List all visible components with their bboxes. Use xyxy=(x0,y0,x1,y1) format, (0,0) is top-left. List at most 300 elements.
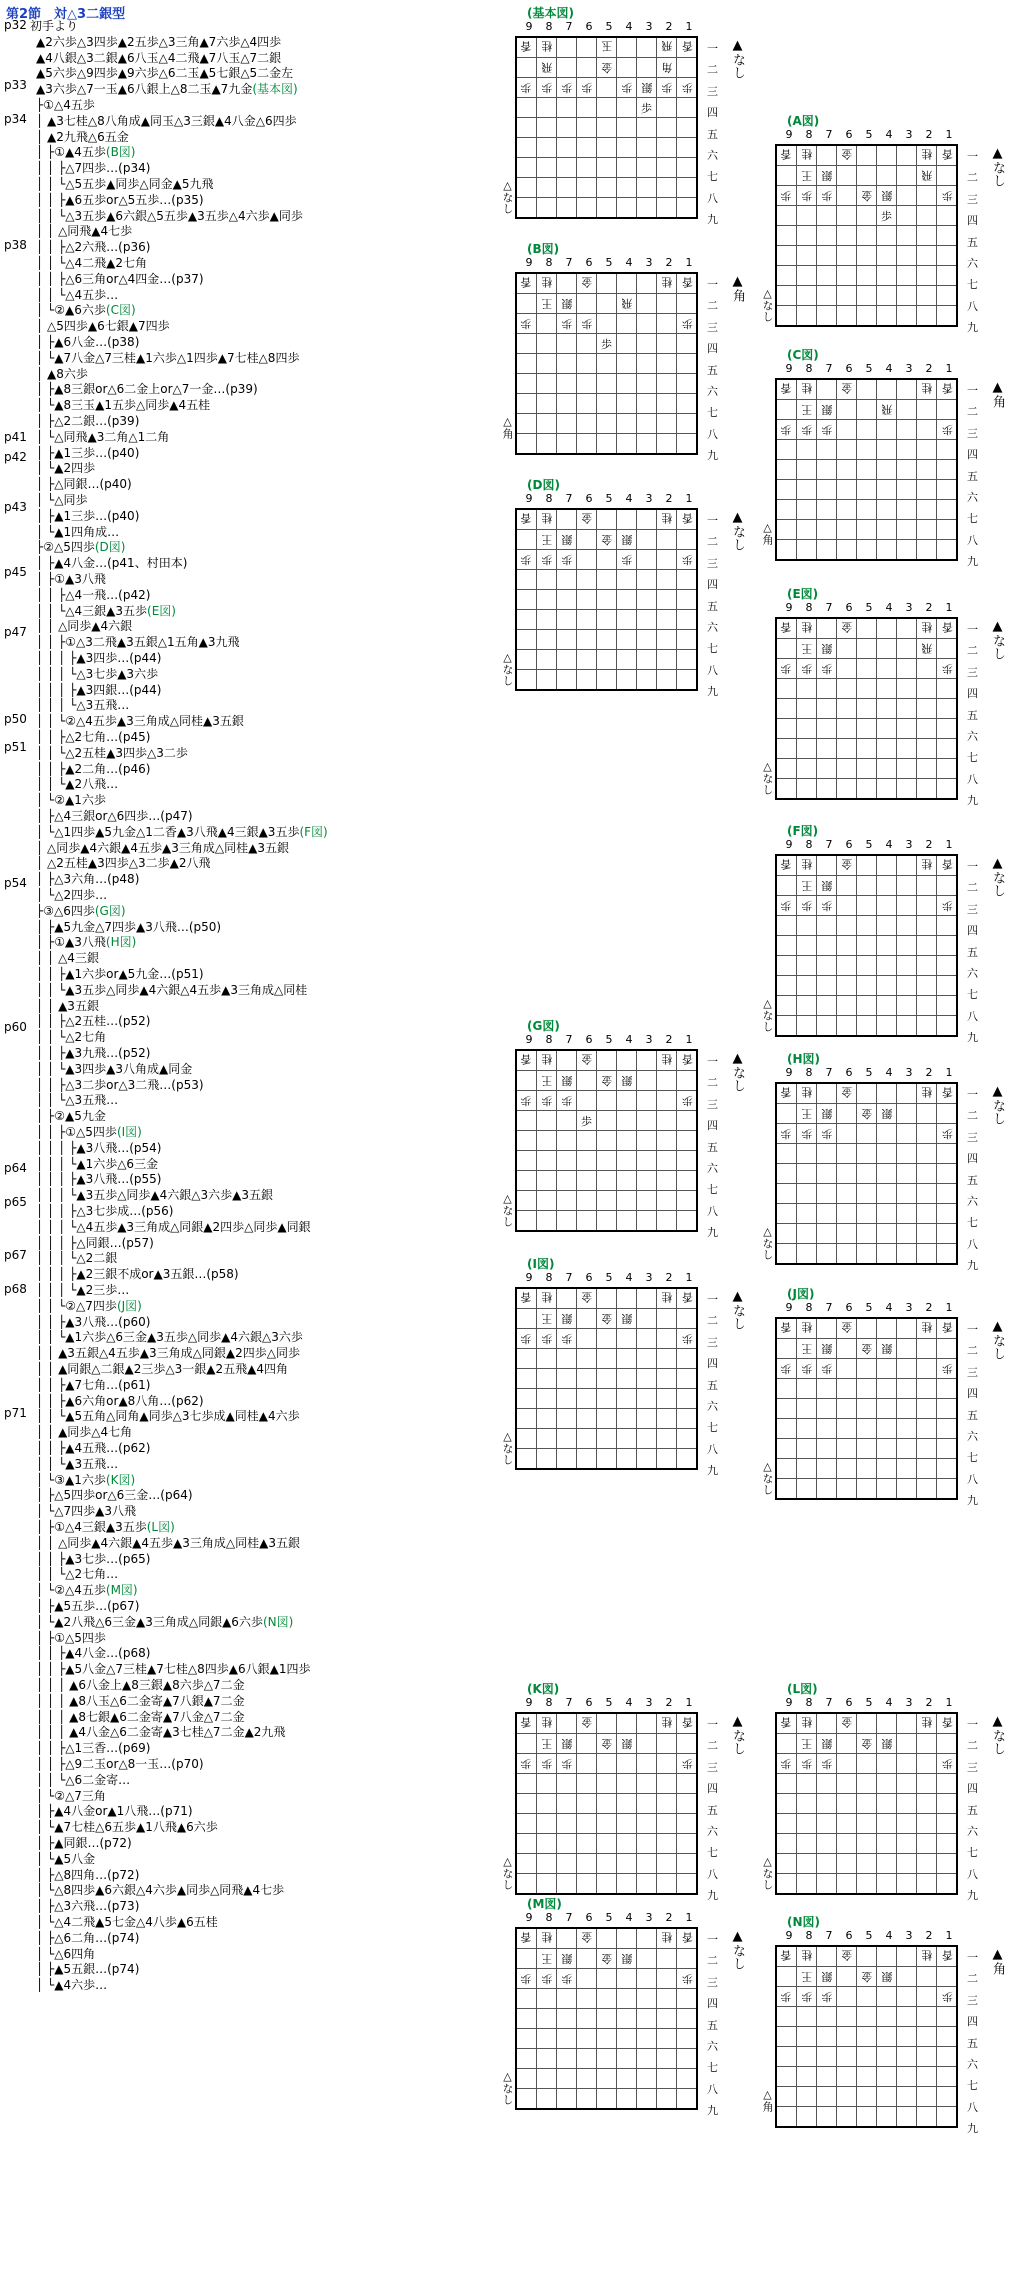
column-label: 4 xyxy=(625,20,633,33)
diagram-ref: (N図) xyxy=(262,1614,294,1629)
board-square xyxy=(897,896,917,916)
board-square: 桂 xyxy=(917,379,937,400)
board-square xyxy=(776,540,797,561)
board-square xyxy=(857,500,877,520)
row-labels xyxy=(967,1714,978,1907)
column-label: 1 xyxy=(945,1929,953,1942)
row-label: 六 xyxy=(967,2058,978,2072)
row-label: 三 xyxy=(707,1335,718,1349)
board-square xyxy=(817,2087,837,2107)
row-label: 八 xyxy=(967,2100,978,2114)
board-square: 桂 xyxy=(537,509,557,530)
board-square xyxy=(597,550,617,570)
board-square: 歩 xyxy=(677,1329,698,1349)
board-square: 王 xyxy=(797,1104,817,1124)
board-square xyxy=(597,1834,617,1854)
board-square xyxy=(837,1184,857,1204)
board-square: 香 xyxy=(677,1713,698,1734)
board-square xyxy=(857,1713,877,1734)
board-square xyxy=(837,1164,857,1184)
board-square xyxy=(857,145,877,166)
row-label: 九 xyxy=(707,213,718,227)
board-square xyxy=(897,876,917,896)
tree-line: │ ├▲5五銀…(p74) xyxy=(36,1962,140,1977)
gote-hand: △なし xyxy=(761,287,774,322)
board-square: 歩 xyxy=(817,1987,837,2007)
board-square xyxy=(917,500,937,520)
board-square: 金 xyxy=(597,1309,617,1329)
tree-line: ▲5六歩△9四歩▲9六歩△6二玉▲5七銀△5二金左 xyxy=(36,66,294,81)
column-label: 1 xyxy=(685,20,693,33)
board-square xyxy=(516,650,537,670)
board-square xyxy=(657,1874,677,1895)
board-square: 金 xyxy=(597,1071,617,1091)
board-square xyxy=(917,659,937,679)
board-square xyxy=(597,314,617,334)
column-label: 4 xyxy=(625,1271,633,1284)
column-label: 8 xyxy=(545,1271,553,1284)
row-label: 一 xyxy=(707,1933,718,1946)
board-square xyxy=(557,1369,577,1389)
board-square xyxy=(637,1854,657,1874)
board-square xyxy=(677,1834,698,1854)
board-square xyxy=(797,976,817,996)
tree-line: ▲3六歩△7一玉▲6八銀上△8二玉▲7九金(基本図) xyxy=(36,82,298,97)
board-square xyxy=(917,206,937,226)
board-square xyxy=(657,1794,677,1814)
board-square xyxy=(937,936,958,956)
board-square xyxy=(797,440,817,460)
board-square xyxy=(897,1834,917,1854)
board-square xyxy=(897,759,917,779)
board-square xyxy=(577,650,597,670)
board-square xyxy=(917,2067,937,2087)
board-square xyxy=(857,166,877,186)
board-square xyxy=(776,2027,797,2047)
tree-line: │ │ └△4三銀▲3五歩(E図) xyxy=(36,603,176,618)
board-square xyxy=(537,354,557,374)
board-square: 金 xyxy=(577,1050,597,1071)
board-square xyxy=(837,1814,857,1834)
board-square xyxy=(637,590,657,610)
tree-line: │ └△8四歩▲6六銀△4六歩▲同歩△同飛▲4七歩 xyxy=(36,1883,285,1898)
page-title: 第2節 対△3二銀型 xyxy=(6,7,126,22)
board-square xyxy=(657,590,677,610)
board-square xyxy=(877,420,897,440)
board-square xyxy=(557,138,577,158)
board-square: 金 xyxy=(597,1949,617,1969)
board-square xyxy=(877,1459,897,1479)
board-square xyxy=(776,739,797,759)
board-square: 王 xyxy=(537,294,557,314)
row-labels xyxy=(707,38,718,231)
board-square xyxy=(577,294,597,314)
board-square xyxy=(937,1479,958,1500)
board-square xyxy=(677,2089,698,2110)
page-ref: p33 xyxy=(4,78,27,92)
row-labels xyxy=(967,380,978,573)
diagram-ref: (D図) xyxy=(94,540,126,555)
board-square: 金 xyxy=(857,1734,877,1754)
board-square xyxy=(817,2067,837,2087)
board-square xyxy=(776,1339,797,1359)
board-square xyxy=(817,440,837,460)
board-square xyxy=(577,2009,597,2029)
column-label: 4 xyxy=(625,1033,633,1046)
row-label: 二 xyxy=(967,1344,978,1358)
tree-line: │ │ │ └△3七歩▲3六歩 xyxy=(36,666,159,681)
board-square: 香 xyxy=(937,1946,958,1967)
board-square xyxy=(917,1854,937,1874)
tree-line: │ ├△同銀…(p40) xyxy=(36,477,132,492)
tree-line: │ └△4二飛▲5七金△4八歩▲6五桂 xyxy=(36,1915,218,1929)
board-square xyxy=(677,1349,698,1369)
board-square: 香 xyxy=(776,618,797,639)
board-square xyxy=(617,198,637,219)
row-label: 七 xyxy=(967,988,978,1002)
board-square xyxy=(837,460,857,480)
board-square xyxy=(637,198,657,219)
row-labels xyxy=(707,1929,718,2122)
board-square xyxy=(797,2067,817,2087)
board-square xyxy=(837,1439,857,1459)
row-label: 三 xyxy=(967,426,978,440)
board-square: 桂 xyxy=(917,1318,937,1339)
board-square xyxy=(677,414,698,434)
page-ref: p45 xyxy=(4,565,27,579)
board-square xyxy=(597,273,617,294)
column-label: 3 xyxy=(905,128,913,141)
board-square: 銀 xyxy=(817,1104,837,1124)
board-square xyxy=(797,779,817,800)
row-label: 三 xyxy=(967,1993,978,2007)
tree-line: │ └③▲1六歩(K図) xyxy=(36,1472,136,1487)
board-square xyxy=(917,1016,937,1037)
board-square xyxy=(577,1794,597,1814)
board-square xyxy=(677,294,698,314)
board-square xyxy=(857,759,877,779)
board-square xyxy=(797,1854,817,1874)
row-label: 一 xyxy=(707,278,718,291)
board-square xyxy=(597,1369,617,1389)
board-square xyxy=(516,1191,537,1211)
board-square xyxy=(837,1874,857,1895)
board-square: 歩 xyxy=(557,1091,577,1111)
board-square xyxy=(837,226,857,246)
board-square xyxy=(537,1111,557,1131)
board-square xyxy=(677,158,698,178)
board-square xyxy=(617,37,637,58)
board-square xyxy=(776,1439,797,1459)
board-square xyxy=(797,1774,817,1794)
board-square xyxy=(577,1989,597,2009)
board-square xyxy=(617,2069,637,2089)
board-square xyxy=(577,98,597,118)
board-square xyxy=(937,520,958,540)
board-square xyxy=(917,540,937,561)
row-label: 三 xyxy=(707,1975,718,1989)
row-label: 九 xyxy=(967,1494,978,1508)
board-square xyxy=(817,1224,837,1244)
board-square xyxy=(657,1091,677,1111)
board-square xyxy=(877,1224,897,1244)
board-square xyxy=(617,394,637,414)
board-square xyxy=(516,1854,537,1874)
tree-line: │ │ ├△2五桂…(p52) xyxy=(36,1014,151,1029)
board-square xyxy=(657,118,677,138)
board-square xyxy=(897,739,917,759)
board-square: 銀 xyxy=(817,166,837,186)
board-square xyxy=(877,2047,897,2067)
board-square xyxy=(857,1184,877,1204)
board-square xyxy=(877,1854,897,1874)
board-square xyxy=(937,1459,958,1479)
board-diagram xyxy=(761,1285,1005,1525)
board-square xyxy=(577,1969,597,1989)
board-square xyxy=(917,246,937,266)
board-square xyxy=(637,1949,657,1969)
column-label: 1 xyxy=(945,601,953,614)
board-square xyxy=(797,1479,817,1500)
board-square xyxy=(897,186,917,206)
board-square xyxy=(677,2049,698,2069)
board-square xyxy=(597,1151,617,1171)
board-square xyxy=(857,699,877,719)
tree-line: │ │ │ ├▲3八飛…(p55) xyxy=(36,1172,162,1187)
board-square: 歩 xyxy=(516,314,537,334)
board-square xyxy=(897,1224,917,1244)
board-square xyxy=(597,1874,617,1895)
column-label: 6 xyxy=(845,1696,853,1709)
board-square xyxy=(597,178,617,198)
column-label: 9 xyxy=(785,128,793,141)
board-square xyxy=(597,1774,617,1794)
column-label: 9 xyxy=(525,1696,533,1709)
row-label: 八 xyxy=(707,1867,718,1881)
row-label: 九 xyxy=(967,2122,978,2136)
row-label: 六 xyxy=(707,1825,718,1839)
board-square xyxy=(557,1429,577,1449)
board-square xyxy=(897,1164,917,1184)
board-square xyxy=(597,138,617,158)
diagram-label: (A図) xyxy=(787,114,820,128)
board-square xyxy=(877,246,897,266)
column-labels xyxy=(519,20,699,33)
board-square: 銀 xyxy=(617,1734,637,1754)
tree-line: │ │ └△3五飛… xyxy=(36,1093,119,1108)
board-square xyxy=(817,719,837,739)
column-labels xyxy=(779,128,959,141)
board-square xyxy=(837,1774,857,1794)
column-label: 4 xyxy=(885,838,893,851)
board-square xyxy=(897,996,917,1016)
column-labels xyxy=(519,1911,699,1924)
board-square xyxy=(837,779,857,800)
board-square xyxy=(577,2049,597,2069)
board-square xyxy=(577,37,597,58)
tree-line: │ └▲1四角成… xyxy=(36,524,120,539)
board-square xyxy=(797,956,817,976)
board-square: 金 xyxy=(837,1318,857,1339)
board-square xyxy=(897,2027,917,2047)
column-label: 3 xyxy=(905,1696,913,1709)
column-label: 9 xyxy=(785,362,793,375)
board-square: 金 xyxy=(577,1713,597,1734)
board-square xyxy=(537,2049,557,2069)
column-label: 6 xyxy=(585,1033,593,1046)
board-square xyxy=(776,876,797,896)
board-square xyxy=(897,1244,917,1265)
row-label: 一 xyxy=(707,1293,718,1306)
board-square xyxy=(776,480,797,500)
column-label: 1 xyxy=(685,256,693,269)
board-square: 歩 xyxy=(817,1359,837,1379)
board-square xyxy=(837,2067,857,2087)
board-square xyxy=(577,530,597,550)
board-square: 香 xyxy=(677,1928,698,1949)
board-square xyxy=(617,670,637,691)
board-square: 銀 xyxy=(877,1734,897,1754)
board-square xyxy=(877,266,897,286)
board-square xyxy=(797,540,817,561)
column-label: 8 xyxy=(545,20,553,33)
board-square: 歩 xyxy=(797,186,817,206)
board-square xyxy=(637,1191,657,1211)
board-square xyxy=(877,440,897,460)
board-square xyxy=(837,266,857,286)
column-label: 7 xyxy=(565,256,573,269)
board-square: 金 xyxy=(577,1928,597,1949)
sente-hand: ▲角 xyxy=(730,274,745,302)
board-square xyxy=(937,996,958,1016)
board-square xyxy=(597,1969,617,1989)
row-label: 六 xyxy=(967,730,978,744)
board-square xyxy=(857,1144,877,1164)
board-square xyxy=(897,719,917,739)
board-square xyxy=(857,1419,877,1439)
board-square xyxy=(617,1369,637,1389)
board-square xyxy=(837,1794,857,1814)
gote-hand: △なし xyxy=(761,1855,774,1890)
board-square xyxy=(776,759,797,779)
board-square xyxy=(857,896,877,916)
board-square xyxy=(857,996,877,1016)
diagram-ref: (G図) xyxy=(94,903,126,918)
tree-line: │ │ └▲1六歩△6三金▲3五歩△同歩▲4六銀△3六歩 xyxy=(36,1330,303,1345)
board-square: 飛 xyxy=(617,294,637,314)
board-square xyxy=(637,1091,657,1111)
board-square xyxy=(637,294,657,314)
board-square xyxy=(797,1244,817,1265)
row-labels xyxy=(707,1289,718,1482)
board-square xyxy=(857,286,877,306)
row-label: 八 xyxy=(967,772,978,786)
board-square: 銀 xyxy=(617,530,637,550)
board-square xyxy=(637,1713,657,1734)
board-square xyxy=(677,1774,698,1794)
board-square xyxy=(937,1379,958,1399)
board-square xyxy=(537,1834,557,1854)
column-label: 8 xyxy=(545,1696,553,1709)
board-square xyxy=(677,1794,698,1814)
board-square xyxy=(937,1399,958,1419)
board-square xyxy=(657,1151,677,1171)
board-square xyxy=(776,1379,797,1399)
board-square xyxy=(617,1211,637,1232)
board-square xyxy=(837,246,857,266)
board-square xyxy=(516,610,537,630)
board-square xyxy=(597,118,617,138)
column-label: 4 xyxy=(885,1696,893,1709)
board-square xyxy=(917,779,937,800)
board-square xyxy=(537,1191,557,1211)
shogi-board xyxy=(775,1317,958,1500)
tree-line: │ │ ├△3二歩or△3二飛…(p53) xyxy=(36,1077,204,1092)
board-square xyxy=(677,1874,698,1895)
board-square xyxy=(597,354,617,374)
board-square xyxy=(937,460,958,480)
tree-line: │ └②▲6六歩(C図) xyxy=(36,303,136,318)
board-square xyxy=(657,334,677,354)
row-label: 六 xyxy=(967,967,978,981)
board-square xyxy=(557,1050,577,1071)
row-label: 四 xyxy=(707,1119,718,1133)
row-label: 九 xyxy=(967,1259,978,1273)
row-label: 四 xyxy=(967,1387,978,1401)
board-square: 桂 xyxy=(917,1946,937,1967)
column-label: 7 xyxy=(825,1301,833,1314)
board-square xyxy=(637,1309,657,1329)
tree-line: │ ├△3六飛…(p73) xyxy=(36,1899,140,1914)
board-square xyxy=(877,1399,897,1419)
board-square xyxy=(877,956,897,976)
board-square xyxy=(877,1419,897,1439)
column-label: 5 xyxy=(865,1929,873,1942)
tree-line: │ │ ▲3五銀 xyxy=(36,998,99,1013)
tree-line: │ △5四歩▲6七銀▲7四歩 xyxy=(36,319,170,334)
board-square xyxy=(617,2009,637,2029)
board-square xyxy=(776,1734,797,1754)
board-square xyxy=(877,699,897,719)
board-square xyxy=(817,996,837,1016)
board-square xyxy=(516,138,537,158)
board-square: 銀 xyxy=(557,1949,577,1969)
board-square xyxy=(557,1854,577,1874)
board-square xyxy=(837,420,857,440)
board-square xyxy=(837,2087,857,2107)
board-square xyxy=(897,1379,917,1399)
board-square xyxy=(797,916,817,936)
sente-hand: ▲なし xyxy=(990,1714,1005,1755)
column-label: 1 xyxy=(945,1696,953,1709)
board-square: 歩 xyxy=(557,314,577,334)
board-square xyxy=(537,1151,557,1171)
board-square xyxy=(817,246,837,266)
row-label: 三 xyxy=(967,902,978,916)
board-square xyxy=(597,2029,617,2049)
board-square: 歩 xyxy=(577,314,597,334)
board-square: 香 xyxy=(516,37,537,58)
row-label: 九 xyxy=(707,1464,718,1478)
board-square xyxy=(577,2069,597,2089)
row-label: 二 xyxy=(707,535,718,549)
board-square: 歩 xyxy=(617,550,637,570)
board-square xyxy=(617,158,637,178)
board-square: 香 xyxy=(677,509,698,530)
board-square xyxy=(516,1814,537,1834)
board-square xyxy=(637,394,657,414)
board-square xyxy=(597,2009,617,2029)
